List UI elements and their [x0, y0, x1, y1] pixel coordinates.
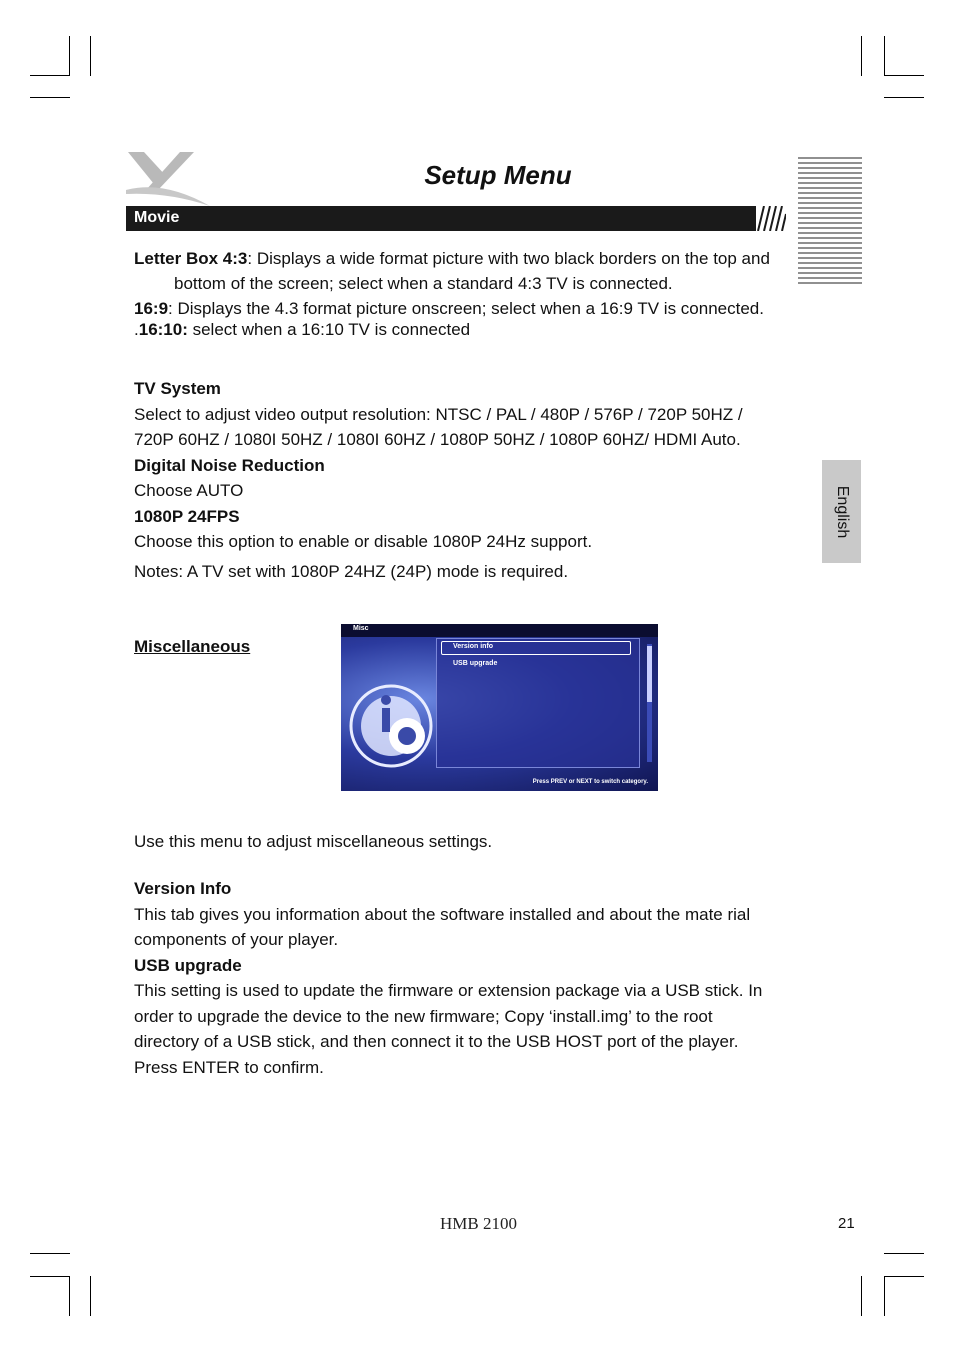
option-desc: select when a 16:10 TV is connected: [187, 320, 471, 339]
misc-intro: Use this menu to adjust miscellaneous settings.: [134, 832, 493, 851]
section-label: Movie: [134, 209, 180, 226]
crop-mark: [884, 75, 924, 76]
tv-system-heading: TV System: [134, 379, 221, 398]
settings-gear-icon: [341, 636, 441, 791]
section-bar-stripes: [756, 206, 786, 231]
crop-mark: [884, 97, 924, 98]
usb-upgrade-body: This setting is used to update the firmware or extension package via a USB stick. In order to upgrade the device to the new firmware; Copy ‘install.img’ to the root directory of a USB stick, and then connect it to the USB HOST port of the player.: [134, 981, 763, 1051]
language-label: English: [833, 485, 851, 538]
option-letterbox: [134, 246, 778, 296]
screen-menu-panel: [436, 638, 640, 768]
fps-body: Choose this option to enable or disable 1080P 24Hz support.: [134, 532, 593, 551]
crop-mark: [884, 1276, 885, 1316]
crop-mark: [861, 1276, 862, 1316]
screen-hint: Press PREV or NEXT to switch category.: [532, 779, 648, 785]
crop-mark: [861, 36, 862, 76]
language-tab: [822, 460, 861, 563]
crop-mark: [90, 36, 91, 76]
crop-mark: [90, 1276, 91, 1316]
version-info-heading: Version Info: [134, 879, 232, 898]
crop-mark: [69, 36, 70, 76]
option-desc: : Displays the 4.3 format picture onscreen; select when a 16:9 TV is connected.: [168, 299, 764, 318]
misc-screenshot: [341, 624, 658, 791]
option-term: 16:9: [134, 299, 169, 318]
crop-mark: [30, 97, 70, 98]
option-term: Letter Box 4:3: [134, 249, 248, 268]
crop-mark: [69, 1276, 70, 1316]
fps-note: Notes: A TV set with 1080P 24HZ (24P) mode is required.: [134, 561, 569, 581]
noise-heading: Digital Noise Reduction: [134, 455, 325, 475]
crop-mark: [30, 75, 70, 76]
usb-upgrade-heading: USB upgrade: [134, 955, 242, 975]
decorative-stripes: [798, 156, 862, 286]
misc-details: [134, 876, 770, 1080]
aspect-options: [134, 246, 778, 342]
page-number: 21: [838, 1215, 855, 1232]
tv-system-section: [134, 376, 778, 584]
screen-header-label: Misc: [353, 625, 369, 632]
crop-mark: [30, 1276, 70, 1277]
screen-item-version-info[interactable]: Version info: [453, 643, 494, 650]
fps-heading: 1080P 24FPS: [134, 506, 240, 526]
usb-upgrade-confirm: Press ENTER to confirm.: [134, 1057, 324, 1077]
misc-heading: Miscellaneous: [134, 637, 251, 656]
page-title: Setup Menu: [424, 160, 572, 190]
crop-mark: [884, 1253, 924, 1254]
screen-item-usb-upgrade[interactable]: USB upgrade: [453, 660, 498, 667]
option-prefix: .: [134, 320, 139, 339]
crop-mark: [884, 1276, 924, 1277]
screen-scrollbar-thumb[interactable]: [647, 646, 652, 702]
crop-mark: [884, 36, 885, 76]
footer-model: HMB 2100: [440, 1214, 517, 1233]
section-bar: [126, 206, 756, 231]
version-info-body: This tab gives you information about the software installed and about the mate rial components of your player.: [134, 904, 751, 949]
noise-body: Choose AUTO: [134, 481, 244, 500]
crop-mark: [30, 1253, 70, 1254]
tv-system-body: Select to adjust video output resolution: NTSC / PAL / 480P / 576P / 720P 50HZ / 720P 60HZ / 1080I 50HZ / 1080I 60HZ / 1080P 50HZ / 1080P 60HZ/ HDMI Auto.: [134, 404, 743, 449]
option-term: 16:10:: [138, 320, 188, 339]
option-desc: : Displays a wide format picture with two black borders on the top and bottom of the screen; select when a standard 4:3 TV is connected.: [174, 249, 770, 293]
